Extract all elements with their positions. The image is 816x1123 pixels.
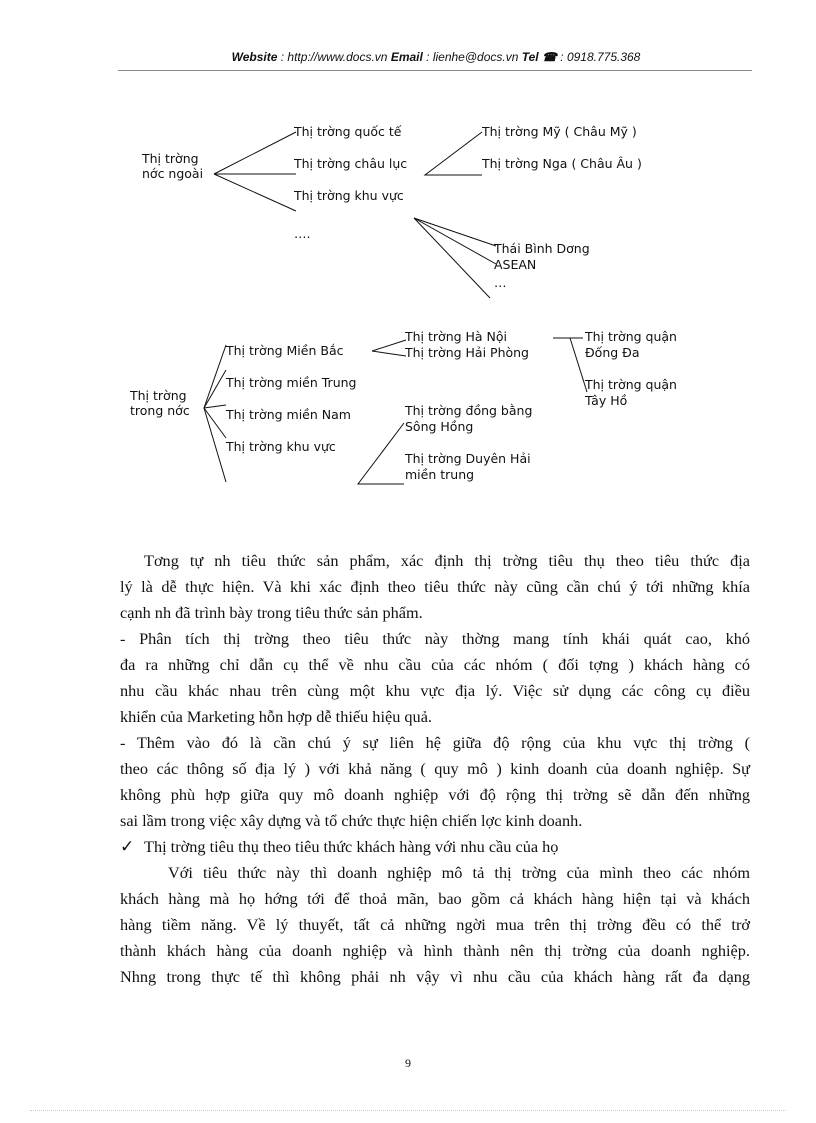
domestic-sub-haiphong: Thị trờng Hải Phòng — [405, 345, 529, 360]
foreign-sub-pacific: Thái Bình Dơng — [494, 241, 590, 256]
domestic-branch-region: Thị trờng khu vực — [226, 439, 336, 454]
foreign-sub-europe: Thị trờng Nga ( Châu Âu ) — [482, 156, 642, 171]
foreign-branch-more: …. — [294, 226, 311, 241]
foreign-market-tree — [141, 124, 642, 298]
paragraph-line: hàng tiềm năng. Về lý thuyết, tất cả những ngời mua trên thị trờng đều có thể trở — [120, 915, 750, 934]
paragraph-line: cạnh nh đã trình bày trong tiêu thức sản phẩm. — [120, 603, 423, 622]
connector — [372, 340, 406, 351]
domestic-sub-district1-line2: Đống Đa — [585, 345, 640, 360]
bullet-line: - Thêm vào đó là cần chú ý sự liên hệ giữa độ rộng của khu vực thị trờng ( — [120, 733, 750, 752]
domestic-branch-central: Thị trờng miền Trung — [226, 375, 357, 390]
foreign-sub-asean: ASEAN — [494, 257, 537, 272]
paragraph-line: nhu cầu khác nhau trên cùng một khu vực địa lý. Việc sử dụng các công cụ điều — [120, 681, 750, 700]
email-label: Email — [390, 50, 423, 64]
connector — [414, 218, 490, 298]
connector — [204, 345, 226, 482]
paragraph-line: Tơng tự nh tiêu thức sản phẩm, xác định thị trờng tiêu thụ theo tiêu thức địa — [144, 551, 750, 570]
connector — [358, 423, 404, 484]
page-number: 9 — [405, 1056, 411, 1070]
paragraph-line: theo các thông số địa lý ) với khả năng ( quy mô ) kinh doanh của doanh nghiệp. Sự — [120, 759, 750, 778]
market-tree-diagrams — [0, 0, 816, 540]
checklist-heading-text: Thị trờng tiêu thụ theo tiêu thức khách hàng với nhu cầu của họ — [144, 837, 559, 856]
domestic-root-line2: trong nớc — [130, 403, 190, 418]
connector — [414, 218, 496, 264]
paragraph-line: khiển của Marketing hỗn hợp dễ thiếu hiệu quả. — [120, 707, 432, 726]
domestic-branch-north: Thị trờng Miền Bắc — [226, 343, 344, 358]
website-value: : http://www.docs.vn — [277, 50, 391, 64]
connector — [414, 218, 496, 246]
domestic-sub-coast-line1: Thị trờng Duyên Hải — [405, 451, 531, 466]
domestic-sub-coast-line2: miền trung — [405, 467, 475, 482]
domestic-sub-district2-line1: Thị trờng quận — [585, 377, 677, 392]
foreign-sub-america: Thị trờng Mỹ ( Châu Mỹ ) — [482, 124, 637, 139]
connector — [204, 408, 226, 438]
page-bottom-divider — [30, 1110, 786, 1111]
checklist-heading — [120, 834, 750, 860]
phone-icon: ☎ — [541, 50, 557, 64]
foreign-branch-region: Thị trờng khu vực — [294, 188, 404, 203]
foreign-branch-continent: Thị trờng châu lục — [294, 156, 408, 171]
paragraph-line: khách hàng mà họ hớng tới để thoả mãn, bao gồm cả khách hàng hiện tại và khách — [120, 889, 750, 908]
connector — [214, 132, 296, 174]
domestic-sub-district1-line1: Thị trờng quận — [585, 329, 677, 344]
foreign-branch-international: Thị trờng quốc tế — [294, 124, 402, 139]
domestic-sub-delta-line2: Sông Hồng — [405, 419, 474, 434]
domestic-branch-south: Thị trờng miền Nam — [226, 407, 351, 422]
paragraph-line: đa ra những chỉ dẫn cụ thể về nhu cầu của các nhóm ( đối tợng ) khách hàng có — [120, 655, 750, 674]
foreign-root-line2: nớc ngoài — [142, 166, 204, 181]
domestic-market-tree — [129, 329, 677, 484]
check-icon: ✓ — [120, 837, 135, 856]
paragraph-line: không phù hợp giữa quy mô doanh nghiệp với độ rộng thị trờng sẽ dẫn đến những — [120, 785, 750, 804]
paragraph-line: thành khách hàng của doanh nghiệp và hình thành nên thị trờng của doanh nghiệp. — [120, 941, 750, 960]
foreign-sub-more: … — [494, 275, 507, 290]
tel-value: : 0918.775.368 — [556, 50, 641, 64]
foreign-root-line1: Thị trờng — [142, 151, 199, 166]
paragraph-line: lý là dễ thực hiện. Và khi xác định theo tiêu thức này cũng cần chú ý tới những khía — [120, 577, 750, 596]
connector — [214, 174, 296, 211]
paragraph-line: Với tiêu thức này thì doanh nghiệp mô tả thị trờng của mình theo các nhóm — [168, 863, 750, 882]
paragraph-line: sai lầm trong việc xây dựng và tổ chức thực hiện chiến lợc kinh doanh. — [120, 811, 583, 830]
paragraph-line: Nhng trong thực tế thì không phải nh vậy vì nhu cầu của khách hàng rất đa dạng — [120, 967, 750, 986]
connector — [372, 351, 406, 356]
tel-label: Tel — [521, 50, 539, 64]
domestic-sub-district2-line2: Tây Hồ — [585, 393, 628, 408]
website-label: Website — [231, 50, 278, 64]
connector — [425, 132, 482, 175]
bullet-line: - Phân tích thị trờng theo tiêu thức này thờng mang tính khái quát cao, khó — [120, 629, 750, 648]
domestic-sub-delta-line1: Thị trờng đồng bằng — [405, 403, 533, 418]
domestic-root-line1: Thị trờng — [130, 388, 187, 403]
email-value: : lienhe@docs.vn — [422, 50, 522, 64]
connector — [204, 405, 226, 408]
domestic-sub-hanoi: Thị trờng Hà Nội — [405, 329, 508, 344]
